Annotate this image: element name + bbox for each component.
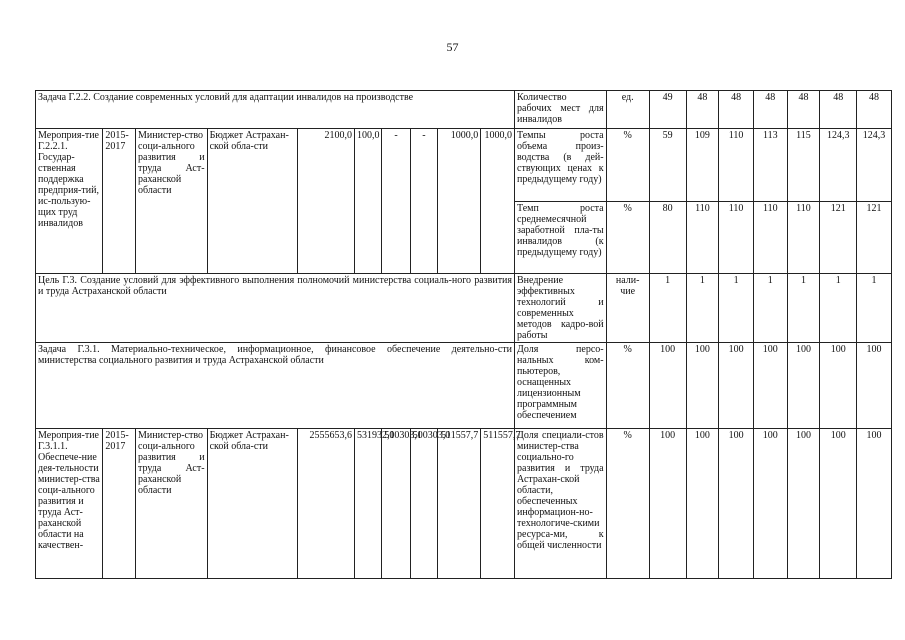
indicator-value: 48 xyxy=(719,91,754,129)
indicator-value: 48 xyxy=(753,91,787,129)
measure-source: Бюджет Астрахан-ской обла-сти xyxy=(207,429,298,579)
task-title: Задача Г.3.1. Материально-техническое, информационное, финансовое обеспечение деятельно-сти министерства социального развития и труда Астраханской области xyxy=(36,343,515,429)
program-table xyxy=(35,90,892,579)
indicator-value: 121 xyxy=(820,202,857,274)
indicator-unit: % xyxy=(606,343,649,429)
measure-period: 2015-2017 xyxy=(103,129,136,274)
indicator-value: 100 xyxy=(857,429,892,579)
indicator-value: 1 xyxy=(686,274,719,343)
indicator-value: 121 xyxy=(857,202,892,274)
indicator-value: 110 xyxy=(686,202,719,274)
indicator-value: 48 xyxy=(787,91,820,129)
indicator-value: 110 xyxy=(719,202,754,274)
indicator-value: 100 xyxy=(719,429,754,579)
funding-year: 500303,1 xyxy=(382,429,410,579)
funding-year: - xyxy=(410,129,437,274)
funding-total: 2100,0 xyxy=(298,129,355,274)
indicator-unit: ед. xyxy=(606,91,649,129)
table-row xyxy=(36,343,892,429)
measure-name: Мероприя-тие Г.2.2.1. Государ-ственная поддержка предприя-тий, ис-пользую-щих труд инвалидов xyxy=(36,129,103,274)
indicator-name: Темп роста среднемесячной заработной пла-ты инвалидов (к предыдущему году) xyxy=(515,202,607,274)
funding-year: 511557,7 xyxy=(438,429,481,579)
page-number: 57 xyxy=(446,40,459,54)
indicator-value: 100 xyxy=(787,429,820,579)
indicator-value: 1 xyxy=(719,274,754,343)
indicator-name: Доля специали-стов министер-ства социально-го развития и труда Астрахан-ской области, обеспеченных информацион-но-технологиче-скими ресурса-ми, к общей численности xyxy=(515,429,607,579)
indicator-value: 110 xyxy=(753,202,787,274)
indicator-value: 100 xyxy=(686,429,719,579)
table-row xyxy=(36,91,892,129)
funding-year: 1000,0 xyxy=(481,129,515,274)
table-row xyxy=(36,429,892,579)
indicator-name: Темпы роста объема произ-водства (в дей-ствующих ценах к предыдущему году) xyxy=(515,129,607,202)
indicator-value: 100 xyxy=(686,343,719,429)
indicator-unit: % xyxy=(606,202,649,274)
funding-total: 2555653,6 xyxy=(298,429,355,579)
indicator-value: 49 xyxy=(649,91,686,129)
measure-period: 2015-2017 xyxy=(103,429,136,579)
indicator-value: 100 xyxy=(787,343,820,429)
indicator-value: 100 xyxy=(649,429,686,579)
measure-executor: Министер-ство соци-ального развития и труда Аст-раханской области xyxy=(136,129,208,274)
indicator-value: 100 xyxy=(820,343,857,429)
indicator-value: 1 xyxy=(649,274,686,343)
indicator-value: 100 xyxy=(649,343,686,429)
indicator-unit: нали-чие xyxy=(606,274,649,343)
indicator-value: 113 xyxy=(753,129,787,202)
indicator-name: Внедрение эффективных технологий и современных методов кадро-вой работы xyxy=(515,274,607,343)
indicator-value: 124,3 xyxy=(857,129,892,202)
indicator-value: 48 xyxy=(820,91,857,129)
funding-year: 1000,0 xyxy=(438,129,481,274)
indicator-value: 124,3 xyxy=(820,129,857,202)
indicator-value: 100 xyxy=(857,343,892,429)
indicator-name: Количество рабочих мест для инвалидов xyxy=(515,91,607,129)
measure-source: Бюджет Астрахан-ской обла-сти xyxy=(207,129,298,274)
indicator-value: 80 xyxy=(649,202,686,274)
indicator-value: 48 xyxy=(686,91,719,129)
indicator-value: 1 xyxy=(787,274,820,343)
indicator-value: 100 xyxy=(753,429,787,579)
indicator-value: 100 xyxy=(753,343,787,429)
indicator-value: 110 xyxy=(787,202,820,274)
measure-name: Мероприя-тие Г.3.1.1. Обеспече-ние дея-тельности министер-ства соци-ального развития и труда Аст-раханской области на качествен- xyxy=(36,429,103,579)
indicator-value: 1 xyxy=(857,274,892,343)
indicator-unit: % xyxy=(606,429,649,579)
indicator-value: 110 xyxy=(719,129,754,202)
indicator-value: 1 xyxy=(820,274,857,343)
indicator-value: 115 xyxy=(787,129,820,202)
funding-year: 100,0 xyxy=(354,129,381,274)
indicator-value: 59 xyxy=(649,129,686,202)
indicator-name: Доля персо-нальных ком-пьютеров, оснащенных лицензионным программным обеспечением xyxy=(515,343,607,429)
funding-year: 500303,0 xyxy=(410,429,437,579)
indicator-unit: % xyxy=(606,129,649,202)
indicator-value: 109 xyxy=(686,129,719,202)
table-row xyxy=(36,129,892,202)
indicator-value: 100 xyxy=(820,429,857,579)
funding-year: - xyxy=(382,129,410,274)
funding-year: 511557,7 xyxy=(481,429,515,579)
indicator-value: 1 xyxy=(753,274,787,343)
funding-year: 531932,1 xyxy=(354,429,381,579)
measure-executor: Министер-ство соци-ального развития и труда Аст-раханской области xyxy=(136,429,208,579)
table-row xyxy=(36,274,892,343)
goal-title: Цель Г.3. Создание условий для эффективного выполнения полномочий министерства социаль-ного развития и труда Астраханской области xyxy=(36,274,515,343)
task-title: Задача Г.2.2. Создание современных условий для адаптации инвалидов на производстве xyxy=(36,91,515,129)
indicator-value: 100 xyxy=(719,343,754,429)
indicator-value: 48 xyxy=(857,91,892,129)
